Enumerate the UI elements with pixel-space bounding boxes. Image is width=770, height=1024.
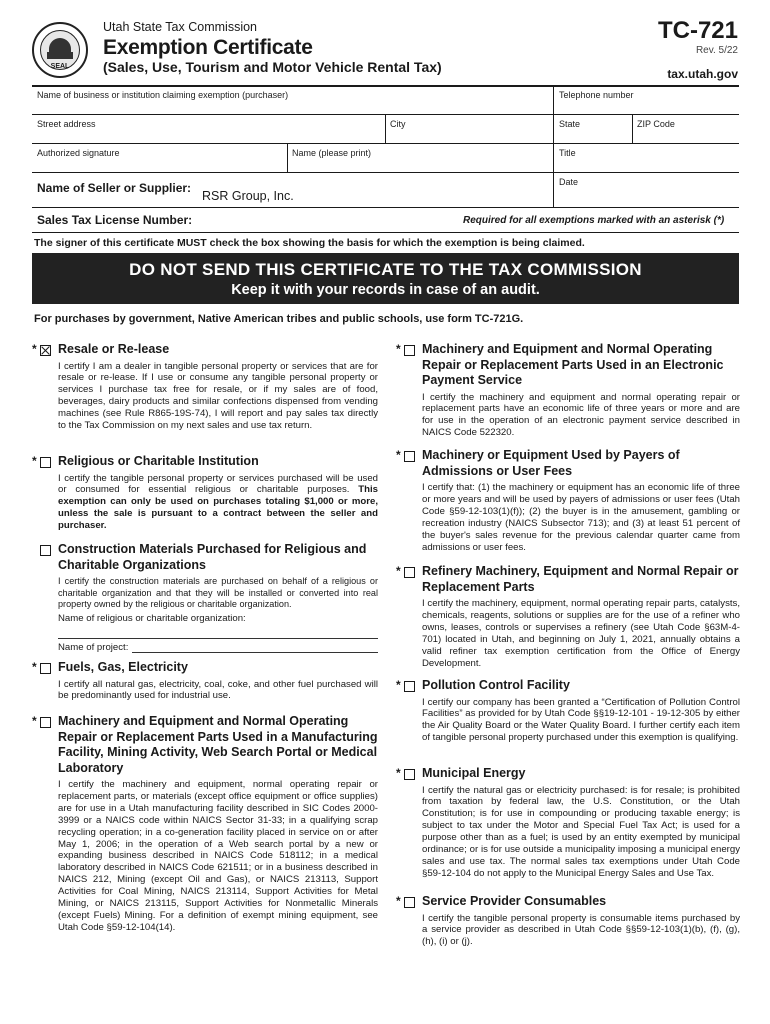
exemption-heading: Service Provider Consumables (422, 894, 607, 908)
exemption-admissions-user-fees (396, 448, 740, 564)
pollution-control-checkbox[interactable] (404, 681, 415, 692)
project-name-label: Name of project: (58, 641, 129, 653)
business-name-field[interactable]: Name of business or institution claiming exemption (purchaser) (37, 90, 289, 100)
telephone-field[interactable]: Telephone number (559, 90, 634, 100)
zip-code-field[interactable]: ZIP Code (637, 119, 675, 129)
exemption-text: I certify all natural gas, electricity, coal, coke, and other fuel purchased will be predominantly used for industrial use. (58, 678, 378, 702)
banner-subline: Keep it with your records in case of an audit. (231, 282, 540, 298)
exemption-heading: Municipal Energy (422, 766, 526, 780)
exemption-religious-charitable (32, 454, 378, 542)
seller-value[interactable]: RSR Group, Inc. (202, 189, 294, 203)
organization-name-label: Name of religious or charitable organization: (58, 612, 246, 624)
exemption-manufacturing-machinery (32, 714, 378, 934)
asterisk-marker: * (32, 714, 37, 728)
religious-charitable-checkbox[interactable] (40, 457, 51, 468)
seal-word: SEAL (50, 63, 70, 70)
exemption-heading: Religious or Charitable Institution (58, 454, 259, 468)
municipal-energy-checkbox[interactable] (404, 769, 415, 780)
exemption-fuels (32, 660, 378, 714)
exemptions-left-column (32, 342, 378, 934)
seller-label: Name of Seller or Supplier: (37, 181, 192, 195)
form-subtitle: (Sales, Use, Tourism and Motor Vehicle Rental Tax) (103, 59, 442, 75)
print-name-field[interactable]: Name (please print) (292, 148, 372, 158)
street-address-field[interactable]: Street address (37, 119, 96, 129)
exemption-heading: Machinery or Equipment Used by Payers of Admissions or User Fees (422, 448, 680, 478)
asterisk-marker: * (396, 678, 401, 692)
capitol-base-icon (47, 52, 73, 59)
exemption-heading: Refinery Machinery, Equipment and Normal Repair or Replacement Parts (422, 564, 739, 594)
fuels-checkbox[interactable] (40, 663, 51, 674)
resale-checkbox[interactable] (40, 345, 51, 356)
exemption-text: I certify our company has been granted a “Certification of Pollution Control Facilities” as provided for by Utah Code §§19-12-101 - 19-12-305 by either the Air Quality Board or the Water Quality Board. I further certify each item of tangible personal property purchased under this exemption is qualifying. (422, 696, 740, 744)
title-field[interactable]: Title (559, 148, 576, 158)
service-provider-checkbox[interactable] (404, 897, 415, 908)
exemption-text: I certify the construction materials are purchased on behalf of a religious or charitable organization and that they will be installed or converted into real property owned by the religious or charitable organization. (58, 576, 378, 610)
exemption-text (58, 473, 378, 533)
form-title: Exemption Certificate (103, 36, 313, 59)
exemptions-right-column (396, 342, 740, 948)
asterisk-marker: * (32, 660, 37, 674)
exemption-heading: Construction Materials Purchased for Religious and Charitable Organizations (58, 542, 367, 572)
asterisk-marker: * (32, 454, 37, 468)
purchaser-info-grid (32, 85, 739, 233)
exemption-service-provider (396, 894, 740, 948)
manufacturing-machinery-checkbox[interactable] (40, 717, 51, 728)
exemption-heading: Resale or Re-lease (58, 342, 170, 356)
exemption-text: I certify the machinery, equipment, normal operating repair parts, catalysts, chemicals, reagents, solutions or supplies are for the use of a refiner who owns, leases, controls or supervises a refinery (see Utah Code §63M-4-701) located in Utah, and beginning on July 1, 2021, annually obtains a valid refiner tax exemption certification from the Office of Energy Development. (422, 598, 740, 669)
signer-instruction: The signer of this certificate MUST check the box showing the basis for which the exemption is being claimed. (34, 237, 585, 249)
do-not-send-banner (32, 253, 739, 304)
city-field[interactable]: City (390, 119, 406, 129)
asterisk-marker: * (396, 564, 401, 578)
exemption-text: I certify I am a dealer in tangible personal property or services that are for resale or re-lease. If I use or consume any tangible personal property or services I purchase tax free for resale, or if my sales are of food, beverages, dairy products and similar confections dispensed from vending machines (see Rule R865-19S-74), I will report and pay sales tax directly to the Tax Commission on my next sales and use tax return. (58, 360, 378, 432)
asterisk-marker: * (32, 342, 37, 356)
exemption-municipal-energy (396, 766, 740, 894)
form-number: TC-721 (657, 17, 738, 44)
state-field[interactable]: State (559, 119, 581, 129)
exemption-heading: Machinery and Equipment and Normal Operating Repair or Replacement Parts Used in an Electronic Payment Service (422, 342, 724, 387)
exemption-refinery (396, 564, 740, 678)
refinery-checkbox[interactable] (404, 567, 415, 578)
government-note: For purchases by government, Native American tribes and public schools, use form TC-721G. (34, 313, 524, 325)
exemption-text-bold: This exemption can only be used on purchases totaling $1,000 or more, unless the sale is pursuant to a contract between the seller and purchaser. (58, 484, 378, 532)
electronic-payment-checkbox[interactable] (404, 345, 415, 356)
project-name-input[interactable] (132, 644, 378, 653)
exemption-resale (32, 342, 378, 454)
exemption-heading: Pollution Control Facility (422, 678, 570, 692)
authorized-signature-field[interactable]: Authorized signature (37, 148, 120, 158)
exemption-text: I certify the natural gas or electricity purchased: is for resale; is prohibited from taxation by federal law, the U.S. Constitution, or the Utah Constitution; is for use in compounding or producing taxable energy; is subject to tax under the Motor and Special Fuel Tax Act; is used for a purpose other than as a fuel; is used by an entity exempted by municipal ordinance; or is for use outside a municipality imposing a municipal energy sales and use tax. The normal sales tax exemptions under Utah Code §59-12-104 do not apply to the Municipal Energy Sales and Use Tax. (422, 784, 740, 879)
required-note: Required for all exemptions marked with an asterisk (*) (463, 215, 725, 226)
admissions-user-fees-checkbox[interactable] (404, 451, 415, 462)
exemption-text: I certify the machinery and equipment, normal operating repair or replacement parts, or materials (except office equipment or office supplies) are for use in a Utah manufacturing facility described in SIC Codes 2000-3999 or a NAICS code within NAICS Sector 31-33; in a qualifying scrap recycling operation; in a co-generation facility placed in service on or after May 1, 2006; in the operation of a Web search portal by a new or expanding business described in NAICS Code 518112; in a medical laboratory described in NAICS Code 621511; or in a business described in NAICS 212, Mining (except Oil and Gas), or NAICS 213113, Support Activities for Coal Mining, NAICS 213114, Support Activities for Metal Mining, or NAICS 213115, Support Activities for Nonmetallic Minerals (except Fuels) Mining. For a definition of exempt mining equipment, see Utah Code §59-12-104(14). (58, 779, 378, 933)
asterisk-marker: * (396, 894, 401, 908)
project-name-row (58, 642, 378, 653)
organization-name-input[interactable] (58, 629, 378, 639)
exemption-construction-materials (32, 542, 378, 660)
revision-date: Rev. 5/22 (695, 45, 738, 56)
agency-name: Utah State Tax Commission (103, 20, 257, 34)
asterisk-marker: * (396, 448, 401, 462)
exemption-text-normal: I certify the tangible personal property or services purchased will be used or consumed for essential religious or charitable purposes. (58, 472, 378, 496)
date-field[interactable]: Date (559, 177, 579, 187)
asterisk-marker: * (396, 766, 401, 780)
asterisk-marker: * (396, 342, 401, 356)
exemption-text: I certify the machinery and equipment and normal operating repair or replacement parts have an economic life of three years or more and are for use in the operation of an electronic payment service described in NAICS Code 522320. (422, 391, 740, 439)
exemption-electronic-payment (396, 342, 740, 448)
exemption-text: I certify that: (1) the machinery or equipment has an economic life of three or more years and will be used by payers of admissions or user fees (Utah Code §59-12-103(1)(f)); (2) the buyer is in the amusement, gambling or recreation industry (NAICS Subsector 713); and (3) at least 51 percent of the buyer's sales revenue for the previous calendar quarter came from admissions or user fees. (422, 482, 740, 553)
website: tax.utah.gov (667, 67, 738, 81)
exemption-heading: Machinery and Equipment and Normal Operating Repair or Replacement Parts Used in a Manufacturing Facility, Mining Activity, Web Search Portal or Medical Laboratory (58, 714, 378, 775)
exemption-heading: Fuels, Gas, Electricity (58, 660, 188, 674)
banner-headline: DO NOT SEND THIS CERTIFICATE TO THE TAX COMMISSION (129, 260, 642, 279)
exemption-pollution-control (396, 678, 740, 766)
exemption-text: I certify the tangible personal property is consumable items purchased by a service provider as described in Utah Code §§59-12-103(1)(b), (f), (g), (h), (i) or (j). (422, 912, 740, 948)
license-number-label[interactable]: Sales Tax License Number: (37, 213, 193, 227)
construction-materials-checkbox[interactable] (40, 545, 51, 556)
